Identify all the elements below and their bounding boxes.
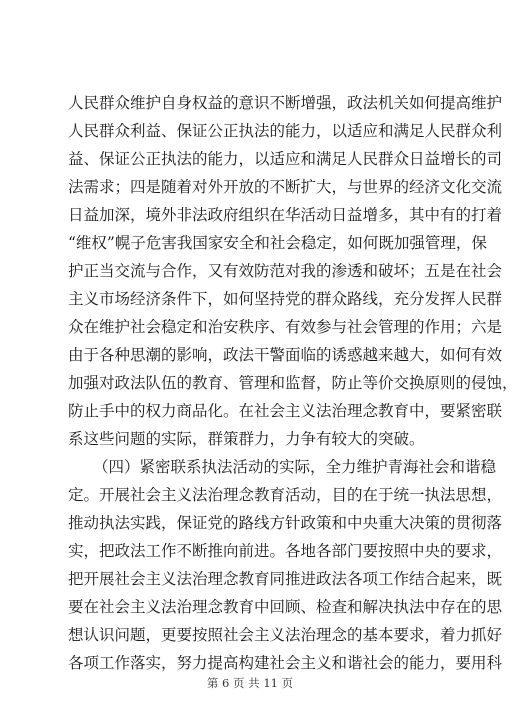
paragraph-line: 定。开展社会主义法治理念教育活动，目的在于统一执法思想， (68, 486, 503, 504)
section-heading-line: （四）紧密联系执法活动的实际，全力维护青海社会和谐稳 (93, 458, 497, 476)
paragraph-line: 各项工作落实，努力提高构建社会主义和谐社会的能力，要用科 (68, 654, 503, 672)
paragraph-line: “维权”幌子危害我国家安全和社会稳定，如何既加强管理，保 (68, 234, 487, 252)
paragraph-line: 防止手中的权力商品化。在社会主义法治理念教育中，要紧密联 (68, 402, 503, 420)
paragraph-line: 众在维护社会稳定和治安秩序、有效参与社会管理的作用；六是 (68, 318, 503, 336)
paragraph-line: 想认识问题，更要按照社会主义法治理念的基本要求，着力抓好 (68, 626, 503, 644)
paragraph-line: 把开展社会主义法治理念教育同推进政法各项工作结合起来，既 (68, 570, 503, 588)
paragraph-line: 护正当交流与合作，又有效防范对我的渗透和破坏；五是在社会 (68, 262, 503, 280)
paragraph-line: 由于各种思潮的影响，政法干警面临的诱惑越来越大，如何有效 (68, 346, 503, 364)
paragraph-line: 要在社会主义法治理念教育中回顾、检查和解决执法中存在的思 (68, 598, 503, 616)
page-number-footer: 第 6 页 共 11 页 (206, 676, 294, 690)
paragraph-line: 益、保证公正执法的能力，以适应和满足人民群众日益增长的司 (68, 150, 503, 168)
paragraph-line: 实，把政法工作不断推向前进。各地各部门要按照中央的要求， (68, 542, 503, 560)
paragraph-line: 主义市场经济条件下，如何坚持党的群众路线，充分发挥人民群 (68, 290, 503, 308)
paragraph-line: 加强对政法队伍的教育、管理和监督，防止等价交换原则的侵蚀， (68, 374, 518, 392)
paragraph-line: 日益加深，境外非法政府组织在华活动日益增多，其中有的打着 (68, 206, 503, 224)
paragraph-line: 人民群众维护自身权益的意识不断增强，政法机关如何提高维护 (68, 94, 503, 112)
paragraph-line: 人民群众利益、保证公正执法的能力，以适应和满足人民群众利 (68, 122, 503, 140)
paragraph-line: 法需求；四是随着对外开放的不断扩大，与世界的经济文化交流 (68, 178, 503, 196)
paragraph-line: 推动执法实践，保证党的路线方针政策和中央重大决策的贯彻落 (68, 514, 503, 532)
paragraph-line: 系这些问题的实际，群策群力，力争有较大的突破。 (68, 430, 425, 448)
